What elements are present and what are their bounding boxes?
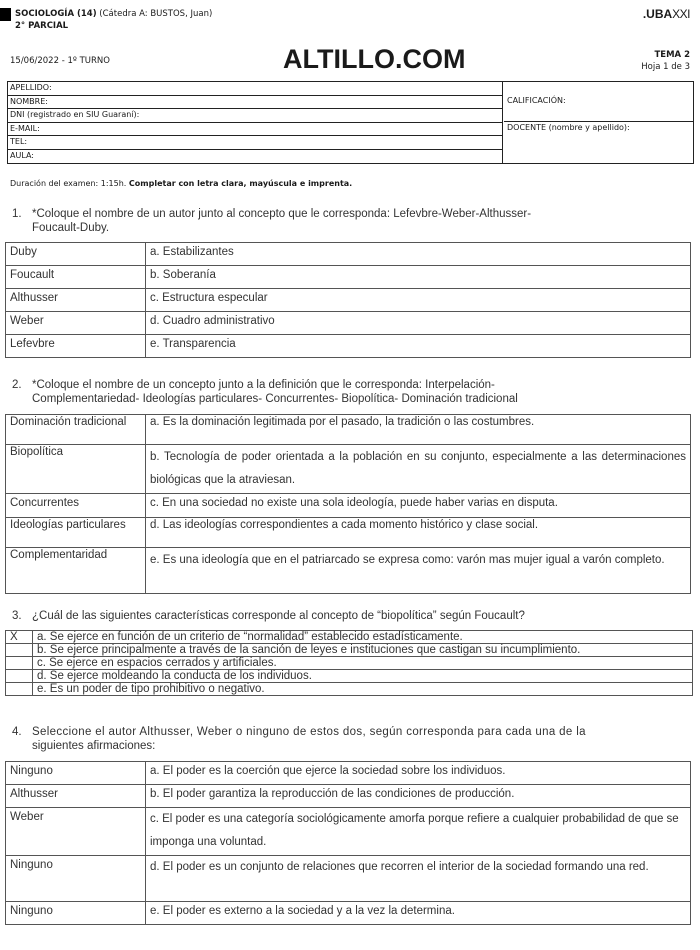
table-row	[6, 335, 691, 358]
item-cell: a. Es la dominación legitimada por el pasado, la tradición o las costumbres.	[146, 415, 691, 445]
question-number: 1.	[12, 208, 22, 220]
field-nombre[interactable]: NOMBRE:	[8, 96, 502, 110]
answer-cell[interactable]: Foucault	[6, 266, 146, 289]
question-1-table	[5, 242, 691, 358]
answer-cell[interactable]: Concurrentes	[6, 494, 146, 518]
answer-cell[interactable]: Complementaridad	[6, 548, 146, 594]
field-docente[interactable]: DOCENTE (nombre y apellido):	[507, 123, 630, 132]
answer-cell[interactable]: Dominación tradicional	[6, 415, 146, 445]
item-cell: d. Las ideologías correspondientes a cada momento histórico y clase social.	[146, 518, 691, 548]
question-4-prompt	[12, 725, 586, 753]
option-text: a. Se ejerce en función de un criterio de “normalidad” establecido estadísticamente.	[33, 631, 693, 644]
watermark-logo: ALTILLO.COM	[283, 44, 466, 74]
answer-cell[interactable]: Ninguno	[6, 856, 146, 902]
table-row	[6, 312, 691, 335]
question-1-prompt	[12, 207, 531, 235]
question-3-options	[5, 630, 693, 696]
option-row	[6, 657, 693, 670]
question-text: Seleccione el autor Althusser, Weber o ninguno de estos dos, según corresponda para cada una de la	[32, 726, 586, 738]
course-title	[15, 9, 212, 19]
course-name: SOCIOLOGÍA (14)	[15, 9, 97, 19]
table-row	[6, 243, 691, 266]
table-row	[6, 494, 691, 518]
item-cell: b. El poder garantiza la reproducción de las condiciones de producción.	[146, 785, 691, 808]
question-text: *Coloque el nombre de un concepto junto a la definición que le corresponda: Interpelación-	[32, 379, 495, 391]
answer-cell[interactable]: Biopolítica	[6, 445, 146, 494]
question-number: 3.	[12, 610, 22, 622]
option-text: e. Es un poder de tipo prohibitivo o negativo.	[33, 683, 693, 696]
answer-cell[interactable]: Althusser	[6, 289, 146, 312]
exam-title: 2° PARCIAL	[15, 21, 69, 31]
duration-text: Duración del examen: 1:15h.	[10, 179, 129, 188]
question-text-cont: siguientes afirmaciones:	[32, 740, 156, 752]
question-2-table	[5, 414, 691, 594]
field-tel[interactable]: TEL:	[8, 136, 502, 150]
student-id-form	[7, 81, 694, 164]
instructions-bold: Completar con letra clara, mayúscula e imprenta.	[128, 179, 353, 188]
grading-fields	[504, 82, 693, 163]
answer-cell[interactable]: Weber	[6, 808, 146, 856]
item-cell: c. Estructura especular	[146, 289, 691, 312]
option-text: c. Se ejerce en espacios cerrados y artificiales.	[33, 657, 693, 670]
table-row	[6, 902, 691, 925]
item-cell: c. En una sociedad no existe una sola ideología, puede haber varias en disputa.	[146, 494, 691, 518]
table-row	[6, 785, 691, 808]
table-row	[6, 762, 691, 785]
option-row	[6, 644, 693, 657]
tema-label: TEMA 2	[654, 50, 690, 60]
item-cell: e. El poder es externo a la sociedad y a la vez la determina.	[146, 902, 691, 925]
answer-cell[interactable]: Ninguno	[6, 902, 146, 925]
exam-date: 15/06/2022 - 1º TURNO	[10, 56, 110, 66]
option-row	[6, 683, 693, 696]
course-chair: (Cátedra A: BUSTOS, Juan)	[96, 9, 213, 19]
option-checkbox[interactable]	[6, 644, 33, 657]
question-text: *Coloque el nombre de un autor junto al concepto que le corresponda: Lefevbre-Weber-Althusser-	[32, 208, 532, 220]
option-text: b. Se ejerce principalmente a través de la sanción de leyes e instituciones que castigan su incumplimiento.	[33, 644, 693, 657]
item-cell: a. El poder es la coerción que ejerce la sociedad sobre los individuos.	[146, 762, 691, 785]
table-row	[6, 289, 691, 312]
field-aula[interactable]: AULA:	[10, 150, 34, 160]
option-checkbox[interactable]	[6, 670, 33, 683]
question-number: 2.	[12, 379, 22, 391]
uba-logo-bold: .UBA	[642, 7, 673, 21]
question-3-prompt	[12, 609, 525, 623]
answer-cell[interactable]: Weber	[6, 312, 146, 335]
item-cell: a. Estabilizantes	[146, 243, 691, 266]
answer-cell[interactable]: Ninguno	[6, 762, 146, 785]
exam-instructions	[10, 179, 352, 188]
answer-cell[interactable]: Ideologías particulares	[6, 518, 146, 548]
field-apellido[interactable]: APELLIDO:	[8, 82, 502, 96]
uba-logo-xxi: XXI	[672, 7, 690, 21]
option-checkbox[interactable]: X	[6, 631, 33, 644]
option-checkbox[interactable]	[6, 683, 33, 696]
table-row	[6, 266, 691, 289]
item-cell: c. El poder es una categoría sociológicamente amorfa porque refiere a cualquier probabilidad de que se imponga una voluntad.	[146, 808, 691, 856]
answer-cell[interactable]: Duby	[6, 243, 146, 266]
answer-cell[interactable]: Lefevbre	[6, 335, 146, 358]
field-dni[interactable]: DNI (registrado en SIU Guaraní):	[8, 109, 502, 123]
table-row	[6, 808, 691, 856]
student-fields	[8, 82, 503, 163]
field-email[interactable]: E-MAIL:	[8, 123, 502, 137]
option-row	[6, 670, 693, 683]
page-indicator: Hoja 1 de 3	[641, 62, 690, 72]
question-text-cont: Complementariedad- Ideologías particulares- Concurrentes- Biopolítica- Dominación tradicional	[32, 393, 518, 405]
question-text: ¿Cuál de las siguientes características corresponde al concepto de “biopolítica” según Foucault?	[32, 610, 525, 622]
item-cell: e. Es una ideología que en el patriarcado se expresa como: varón mas mujer igual a varón completo.	[146, 548, 691, 594]
item-cell: b. Tecnología de poder orientada a la población en su conjunto, especialmente a las determinaciones biológicas que la atraviesan.	[146, 445, 691, 494]
question-text-cont: Foucault-Duby.	[32, 222, 110, 234]
question-4-table	[5, 761, 691, 925]
item-cell: d. Cuadro administrativo	[146, 312, 691, 335]
option-text: d. Se ejerce moldeando la conducta de los individuos.	[33, 670, 693, 683]
table-row	[6, 518, 691, 548]
uba-logo	[643, 7, 690, 21]
table-row	[6, 445, 691, 494]
table-row	[6, 856, 691, 902]
question-number: 4.	[12, 726, 22, 738]
item-cell: d. El poder es un conjunto de relaciones que recorren el interior de la sociedad formando una red.	[146, 856, 691, 902]
item-cell: e. Transparencia	[146, 335, 691, 358]
header-black-mark	[0, 8, 11, 21]
option-checkbox[interactable]	[6, 657, 33, 670]
answer-cell[interactable]: Althusser	[6, 785, 146, 808]
field-calificacion[interactable]: CALIFICACIÓN:	[504, 82, 693, 122]
table-row	[6, 415, 691, 445]
option-row	[6, 631, 693, 644]
question-2-prompt	[12, 378, 518, 406]
item-cell: b. Soberanía	[146, 266, 691, 289]
table-row	[6, 548, 691, 594]
